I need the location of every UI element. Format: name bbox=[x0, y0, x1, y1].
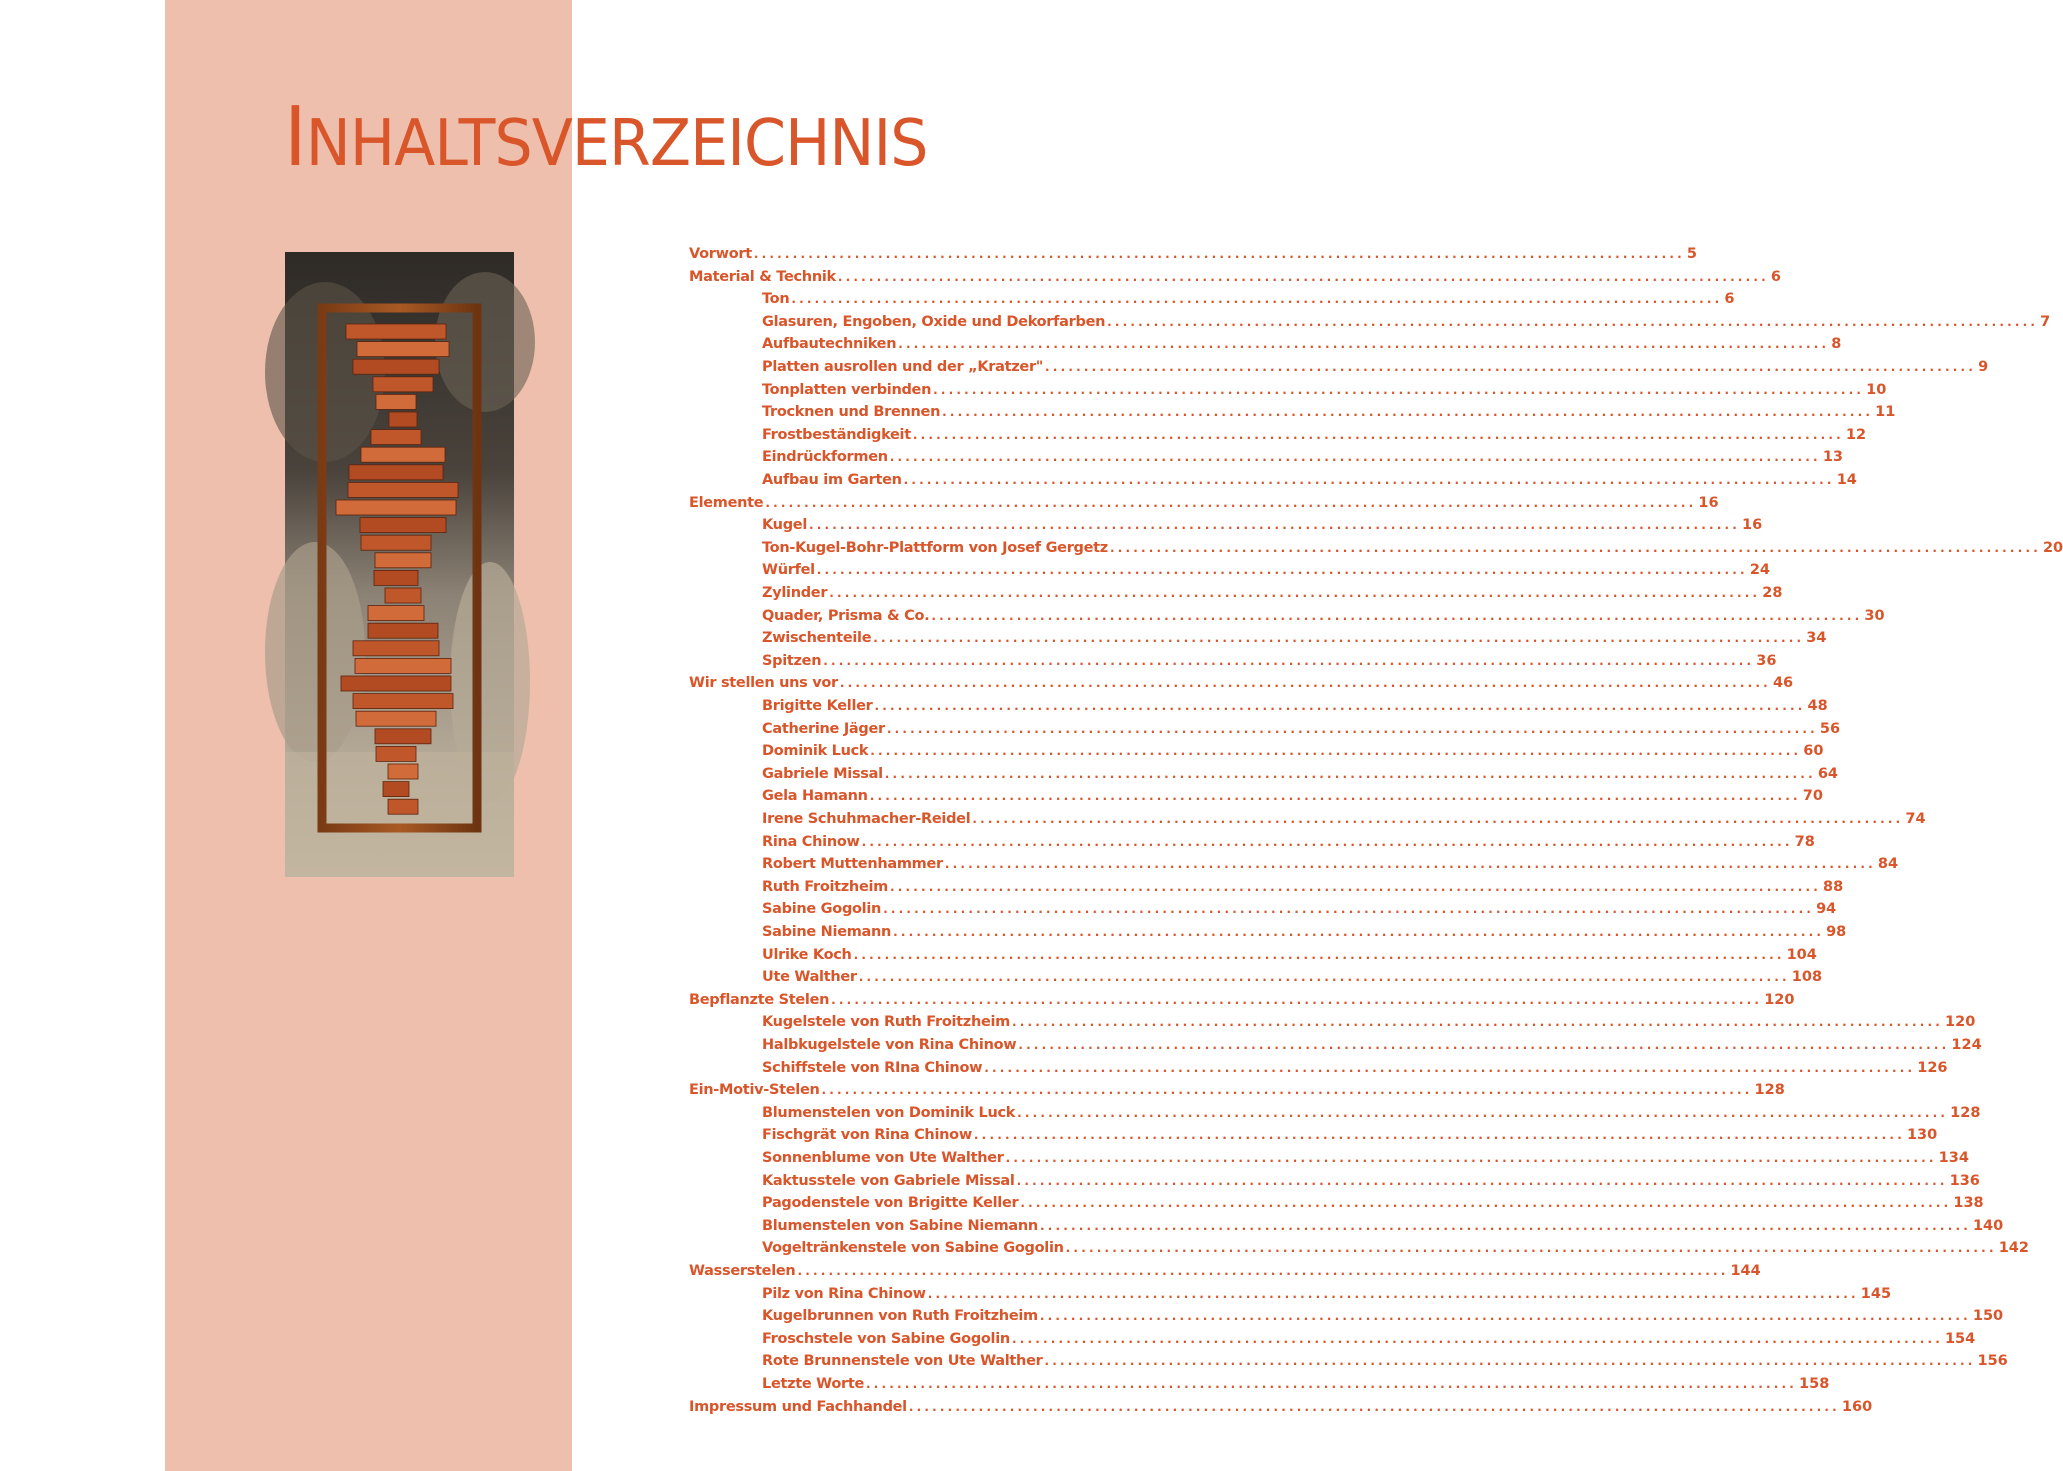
toc-leader-dots: ........................................................................................................................ bbox=[944, 857, 1876, 872]
toc-entry bbox=[762, 381, 1887, 404]
toc-leader-dots: ........................................................................................................................ bbox=[791, 292, 1723, 307]
toc-entry-page: 24 bbox=[1749, 562, 1770, 579]
toc-entry-label: Irene Schuhmacher-Reidel bbox=[762, 811, 971, 827]
clay-brick-shape bbox=[336, 500, 456, 515]
toc-entry-label: Elemente bbox=[689, 494, 764, 511]
toc-leader-dots: ........................................................................................................................ bbox=[898, 337, 1830, 352]
toc-entry bbox=[762, 562, 1770, 584]
toc-entry bbox=[762, 901, 1837, 923]
clay-brick-shape bbox=[353, 694, 453, 709]
toc-leader-dots: ........................................................................................................................ bbox=[883, 902, 1815, 917]
toc-entry-label: Aufbau im Garten bbox=[762, 472, 902, 488]
toc-entry-page: 48 bbox=[1807, 698, 1828, 714]
toc-entry bbox=[762, 291, 1735, 313]
toc-entry bbox=[762, 788, 1823, 810]
toc-leader-dots: ........................................................................................................................ bbox=[1011, 1331, 1943, 1346]
toc-entry-label: Würfel bbox=[762, 562, 815, 579]
toc-leader-dots: ........................................................................................................................ bbox=[1109, 540, 2041, 555]
toc-entry-page: 5 bbox=[1686, 246, 1698, 262]
toc-entry bbox=[762, 698, 1828, 720]
clay-brick-shape bbox=[368, 606, 424, 621]
toc-entry bbox=[762, 743, 1824, 765]
toc-entry-page: 60 bbox=[1803, 743, 1824, 760]
toc-leader-dots: ........................................................................................................................ bbox=[765, 495, 1697, 510]
toc-entry-page: 16 bbox=[1698, 494, 1719, 511]
clay-brick-shape bbox=[356, 711, 436, 726]
toc-leader-dots: ........................................................................................................................ bbox=[942, 405, 1874, 420]
toc-entry-page: 120 bbox=[1764, 991, 1795, 1008]
toc-leader-dots: ........................................................................................................................ bbox=[927, 1286, 1859, 1301]
clay-brick-shape bbox=[346, 324, 446, 339]
toc-entry-page: 120 bbox=[1945, 1014, 1976, 1031]
toc-entry-page: 140 bbox=[1972, 1217, 2004, 1234]
toc-leader-dots: ........................................................................................................................ bbox=[866, 1377, 1798, 1391]
clay-brick-shape bbox=[385, 588, 421, 603]
toc-entry bbox=[762, 1127, 1938, 1149]
toc-leader-dots: ........................................................................................................................ bbox=[973, 1128, 1905, 1143]
toc-leader-dots: ........................................................................................................................ bbox=[870, 744, 1802, 759]
toc-entry bbox=[762, 1217, 2004, 1240]
toc-leader-dots: ........................................................................................................................ bbox=[821, 1083, 1753, 1098]
toc-entry-page: 6 bbox=[1724, 291, 1735, 308]
toc-entry-label: Catherine Jäger bbox=[762, 720, 885, 737]
toc-entry bbox=[762, 313, 2051, 336]
toc-entry-label: Sabine Gogolin bbox=[762, 901, 882, 918]
toc-entry-label: Dominik Luck bbox=[762, 743, 869, 760]
toc-entry-page: 154 bbox=[1944, 1330, 1976, 1347]
toc-leader-dots: ........................................................................................................................ bbox=[1020, 1196, 1952, 1211]
toc-entry-label: Froschstele von Sabine Gogolin bbox=[762, 1330, 1010, 1347]
toc-entry-label: Vogeltränkenstele von Sabine Gogolin bbox=[762, 1240, 1064, 1257]
toc-leader-dots: ........................................................................................................................ bbox=[809, 518, 1741, 533]
toc-entry-page: 126 bbox=[1917, 1059, 1948, 1076]
toc-entry-label: Trocknen und Brennen bbox=[762, 404, 941, 421]
toc-entry-label: Pagodenstele von Brigitte Keller bbox=[762, 1195, 1019, 1212]
clay-brick-shape bbox=[375, 729, 431, 744]
toc-entry bbox=[762, 946, 1817, 969]
toc-entry bbox=[762, 517, 1763, 539]
toc-leader-dots: ........................................................................................................................ bbox=[933, 382, 1865, 397]
page-title bbox=[284, 92, 927, 190]
toc-entry bbox=[762, 1330, 1976, 1353]
toc-entry bbox=[689, 494, 1719, 517]
toc-entry-page: 156 bbox=[1977, 1353, 2008, 1370]
clay-brick-shape bbox=[373, 377, 433, 392]
toc-entry bbox=[762, 720, 1841, 743]
toc-leader-dots: ........................................................................................................................ bbox=[869, 789, 1801, 804]
toc-leader-dots: ........................................................................................................................ bbox=[1017, 1105, 1949, 1120]
toc-entry-page: 7 bbox=[2040, 313, 2051, 330]
toc-entry-page: 150 bbox=[1972, 1308, 2004, 1325]
toc-entry-page: 145 bbox=[1860, 1285, 1892, 1302]
toc-entry-label: Ulrike Koch bbox=[762, 946, 852, 963]
toc-entry-label: Pilz von Rina Chinow bbox=[762, 1285, 926, 1302]
toc-leader-dots: ........................................................................................................................ bbox=[816, 563, 1748, 578]
toc-entry-label: Blumenstelen von Dominik Luck bbox=[762, 1104, 1016, 1121]
toc-entry bbox=[762, 1059, 1948, 1082]
toc-entry-page: 78 bbox=[1794, 833, 1815, 850]
toc-leader-dots: ........................................................................................................................ bbox=[823, 653, 1755, 668]
toc-entry bbox=[762, 1172, 1980, 1195]
toc-entry-label: Kugel bbox=[762, 517, 807, 534]
title-initial: I bbox=[284, 90, 306, 185]
toc-entry-label: Kugelbrunnen von Ruth Froitzheim bbox=[762, 1308, 1038, 1325]
toc-entry-label: Sonnenblume von Ute Walther bbox=[762, 1150, 1004, 1166]
toc-entry-label: Aufbautechniken bbox=[762, 336, 897, 353]
toc-entry-page: 11 bbox=[1875, 404, 1896, 421]
toc-entry-label: Rote Brunnenstele von Ute Walther bbox=[762, 1353, 1043, 1370]
clay-brick-shape bbox=[348, 482, 458, 497]
toc-entry-page: 56 bbox=[1819, 720, 1841, 737]
toc-entry bbox=[762, 969, 1823, 991]
toc-entry bbox=[689, 675, 1794, 697]
toc-entry-page: 160 bbox=[1841, 1398, 1873, 1415]
toc-entry bbox=[689, 1263, 1761, 1285]
toc-entry-label: Robert Muttenhammer bbox=[762, 856, 943, 873]
toc-entry-page: 136 bbox=[1949, 1172, 1980, 1189]
toc-entry-page: 16 bbox=[1742, 517, 1763, 534]
toc-entry-label: Vorwort bbox=[689, 246, 752, 262]
clay-brick-shape bbox=[383, 782, 409, 797]
toc-entry bbox=[762, 856, 1899, 878]
toc-entry-label: Platten ausrollen und der „Kratzer" bbox=[762, 359, 1044, 375]
toc-entry-page: 144 bbox=[1730, 1263, 1761, 1279]
toc-entry-label: Material & Technik bbox=[689, 268, 836, 285]
toc-entry-page: 158 bbox=[1799, 1376, 1830, 1392]
clay-brick-shape bbox=[357, 342, 449, 357]
toc-entry bbox=[762, 1150, 1969, 1172]
toc-leader-dots: ........................................................................................................................ bbox=[858, 970, 1790, 985]
toc-entry-page: 128 bbox=[1950, 1104, 1981, 1121]
toc-entry-page: 130 bbox=[1906, 1127, 1938, 1144]
toc-entry bbox=[762, 924, 1847, 946]
toc-entry-label: Impressum und Fachhandel bbox=[689, 1398, 907, 1415]
toc-leader-dots: ........................................................................................................................ bbox=[884, 766, 1816, 781]
toc-entry-page: 14 bbox=[1836, 472, 1857, 488]
toc-leader-dots: ........................................................................................................................ bbox=[829, 586, 1761, 600]
toc-entry-page: 74 bbox=[1905, 811, 1926, 827]
clay-brick-shape bbox=[388, 799, 418, 814]
toc-entry bbox=[762, 1037, 1982, 1059]
toc-entry bbox=[689, 268, 1781, 291]
toc-leader-dots: ........................................................................................................................ bbox=[1039, 1309, 1971, 1324]
toc-leader-dots: ........................................................................................................................ bbox=[837, 269, 1769, 284]
toc-entry-page: 13 bbox=[1822, 449, 1843, 466]
toc-entry-label: Spitzen bbox=[762, 652, 822, 669]
toc-entry bbox=[762, 404, 1896, 426]
toc-entry-label: Gela Hamann bbox=[762, 788, 868, 805]
toc-entry-label: Frostbeständigkeit bbox=[762, 426, 911, 443]
clay-brick-shape bbox=[389, 412, 417, 427]
toc-entry-label: Gabriele Missal bbox=[762, 765, 883, 782]
toc-entry bbox=[762, 539, 2063, 562]
toc-entry-label: Ein-Motiv-Stelen bbox=[689, 1082, 820, 1099]
toc-entry-label: Brigitte Keller bbox=[762, 698, 873, 714]
toc-leader-dots: ........................................................................................................................ bbox=[1016, 1173, 1948, 1188]
toc-entry-label: Kugelstele von Ruth Froitzheim bbox=[762, 1014, 1010, 1031]
toc-entry-label: Zwischenteile bbox=[762, 630, 872, 647]
title-rest: NHALTSVERZEICHNIS bbox=[305, 107, 928, 181]
toc-entry bbox=[689, 1398, 1873, 1421]
clay-brick-shape bbox=[376, 394, 416, 409]
toc-entry bbox=[762, 1285, 1892, 1308]
clay-brick-shape bbox=[355, 658, 451, 673]
toc-entry-page: 70 bbox=[1802, 788, 1823, 805]
toc-entry-page: 128 bbox=[1754, 1082, 1785, 1099]
toc-leader-dots: ........................................................................................................................ bbox=[1045, 360, 1977, 374]
toc-entry-label: Halbkugelstele von Rina Chinow bbox=[762, 1037, 1017, 1053]
toc-leader-dots: ........................................................................................................................ bbox=[889, 879, 1821, 894]
toc-entry-page: 104 bbox=[1786, 946, 1817, 963]
clay-brick-shape bbox=[353, 359, 439, 374]
toc-entry-label: Blumenstelen von Sabine Niemann bbox=[762, 1217, 1038, 1234]
toc-entry-label: Fischgrät von Rina Chinow bbox=[762, 1127, 972, 1144]
toc-entry-page: 134 bbox=[1938, 1150, 1969, 1166]
clay-brick-shape bbox=[376, 746, 416, 761]
toc-leader-dots: ........................................................................................................................ bbox=[874, 699, 1806, 713]
clay-brick-shape bbox=[374, 570, 418, 585]
clay-brick-shape bbox=[361, 447, 445, 462]
toc-entry bbox=[762, 652, 1777, 675]
toc-entry bbox=[762, 1195, 1984, 1217]
toc-leader-dots: ........................................................................................................................ bbox=[886, 721, 1818, 736]
toc-entry-page: 46 bbox=[1772, 675, 1794, 692]
toc-leader-dots: ........................................................................................................................ bbox=[972, 812, 1904, 826]
toc-entry bbox=[762, 1376, 1830, 1398]
toc-entry-label: Eindrückformen bbox=[762, 449, 888, 466]
toc-entry-page: 94 bbox=[1816, 901, 1837, 918]
clay-brick-shape bbox=[371, 430, 421, 445]
toc-entry bbox=[762, 449, 1843, 471]
toc-leader-dots: ........................................................................................................................ bbox=[1018, 1038, 1950, 1052]
toc-leader-dots: ........................................................................................................................ bbox=[797, 1264, 1729, 1278]
toc-entry bbox=[762, 472, 1857, 494]
toc-entry-label: Wasserstelen bbox=[689, 1263, 796, 1279]
toc-leader-dots: ........................................................................................................................ bbox=[908, 1399, 1840, 1414]
toc-leader-dots: ........................................................................................................................ bbox=[903, 473, 1835, 487]
toc-entry bbox=[762, 811, 1926, 833]
toc-entry bbox=[762, 833, 1815, 856]
toc-entry-page: 12 bbox=[1845, 426, 1867, 443]
toc-entry bbox=[762, 607, 1885, 630]
clay-brick-shape bbox=[341, 676, 451, 691]
toc-leader-dots: ........................................................................................................................ bbox=[839, 676, 1771, 691]
toc-leader-dots: ........................................................................................................................ bbox=[853, 947, 1785, 962]
toc-entry-page: 142 bbox=[1998, 1240, 2029, 1257]
toc-entry-page: 28 bbox=[1762, 585, 1783, 601]
toc-entry bbox=[689, 1082, 1785, 1104]
clay-brick-shape bbox=[360, 518, 446, 533]
toc-entry bbox=[762, 1353, 2008, 1375]
toc-leader-dots: ........................................................................................................................ bbox=[889, 450, 1821, 465]
toc-entry-page: 34 bbox=[1806, 630, 1827, 647]
toc-entry-label: Letzte Worte bbox=[762, 1376, 865, 1392]
toc-entry-label: Sabine Niemann bbox=[762, 924, 892, 940]
toc-entry-page: 30 bbox=[1864, 607, 1885, 624]
toc-entry bbox=[762, 1104, 1981, 1127]
toc-entry-label: Ton bbox=[762, 291, 790, 308]
toc-leader-dots: ........................................................................................................................ bbox=[861, 834, 1793, 849]
toc-entry-page: 8 bbox=[1831, 336, 1842, 353]
clay-brick-shape bbox=[375, 553, 431, 568]
clay-brick-shape bbox=[349, 465, 443, 480]
toc-leader-dots: ........................................................................................................................ bbox=[1005, 1151, 1937, 1165]
toc-entry-label: Glasuren, Engoben, Oxide und Dekorfarben bbox=[762, 313, 1106, 330]
toc-leader-dots: ........................................................................................................................ bbox=[912, 427, 1844, 442]
clay-brick-shape bbox=[368, 623, 438, 638]
toc-entry-label: Kaktusstele von Gabriele Missal bbox=[762, 1172, 1015, 1189]
toc-entry-page: 9 bbox=[1978, 359, 1989, 375]
toc-entry bbox=[762, 630, 1827, 652]
toc-leader-dots: ........................................................................................................................ bbox=[873, 631, 1805, 646]
toc-leader-dots: ........................................................................................................................ bbox=[893, 925, 1825, 939]
toc-entry-label: Quader, Prisma & Co. bbox=[762, 607, 930, 624]
toc-leader-dots: ........................................................................................................................ bbox=[753, 247, 1685, 261]
toc-entry-page: 20 bbox=[2042, 539, 2063, 556]
toc-entry-label: Schiffstele von RIna Chinow bbox=[762, 1059, 983, 1076]
toc-leader-dots: ........................................................................................................................ bbox=[1039, 1218, 1971, 1233]
toc-entry-page: 88 bbox=[1823, 878, 1844, 895]
toc-entry bbox=[762, 585, 1783, 607]
toc-leader-dots: ........................................................................................................................ bbox=[931, 608, 1863, 623]
toc-entry bbox=[762, 359, 1989, 381]
toc-leader-dots: ........................................................................................................................ bbox=[1107, 314, 2039, 329]
toc-entry-page: 84 bbox=[1877, 856, 1899, 873]
toc-entry-page: 108 bbox=[1791, 969, 1823, 986]
toc-entry-label: Ton-Kugel-Bohr-Plattform von Josef Gergetz bbox=[762, 539, 1108, 556]
toc-entry-label: Bepflanzte Stelen bbox=[689, 991, 830, 1008]
toc-leader-dots: ........................................................................................................................ bbox=[1065, 1241, 1997, 1256]
toc-leader-dots: ........................................................................................................................ bbox=[1011, 1015, 1944, 1030]
toc-entry-label: Tonplatten verbinden bbox=[762, 381, 932, 398]
toc-leader-dots: ........................................................................................................................ bbox=[1044, 1354, 1976, 1369]
toc-entry bbox=[762, 1308, 2004, 1330]
toc-entry-label: Rina Chinow bbox=[762, 833, 860, 850]
toc-entry-label: Zylinder bbox=[762, 585, 828, 601]
toc-entry-page: 36 bbox=[1756, 652, 1777, 669]
toc-leader-dots: ........................................................................................................................ bbox=[984, 1060, 1916, 1075]
toc-entry-label: Ruth Froitzheim bbox=[762, 878, 888, 895]
clay-brick-stele-photo bbox=[285, 252, 514, 877]
toc-entry bbox=[762, 1240, 2029, 1262]
toc-entry bbox=[762, 426, 1867, 449]
toc-entry-page: 124 bbox=[1951, 1037, 1982, 1053]
toc-entry bbox=[689, 246, 1698, 268]
toc-entry bbox=[762, 765, 1839, 788]
clay-brick-shape bbox=[388, 764, 418, 779]
clay-brick-shape bbox=[353, 641, 439, 656]
toc-entry-page: 10 bbox=[1866, 381, 1887, 398]
toc-entry-page: 98 bbox=[1826, 924, 1847, 940]
toc-entry-page: 138 bbox=[1953, 1195, 1984, 1212]
toc-entry bbox=[689, 991, 1795, 1014]
toc-entry bbox=[762, 878, 1844, 901]
toc-leader-dots: ........................................................................................................................ bbox=[831, 992, 1763, 1007]
toc-entry-label: Ute Walther bbox=[762, 969, 857, 986]
toc-entry-page: 64 bbox=[1817, 765, 1839, 782]
clay-brick-shape bbox=[361, 535, 431, 550]
toc-entry-label: Wir stellen uns vor bbox=[689, 675, 838, 692]
toc-entry bbox=[762, 1014, 1976, 1036]
toc-entry bbox=[762, 336, 1842, 358]
toc-entry-page: 6 bbox=[1770, 268, 1781, 285]
